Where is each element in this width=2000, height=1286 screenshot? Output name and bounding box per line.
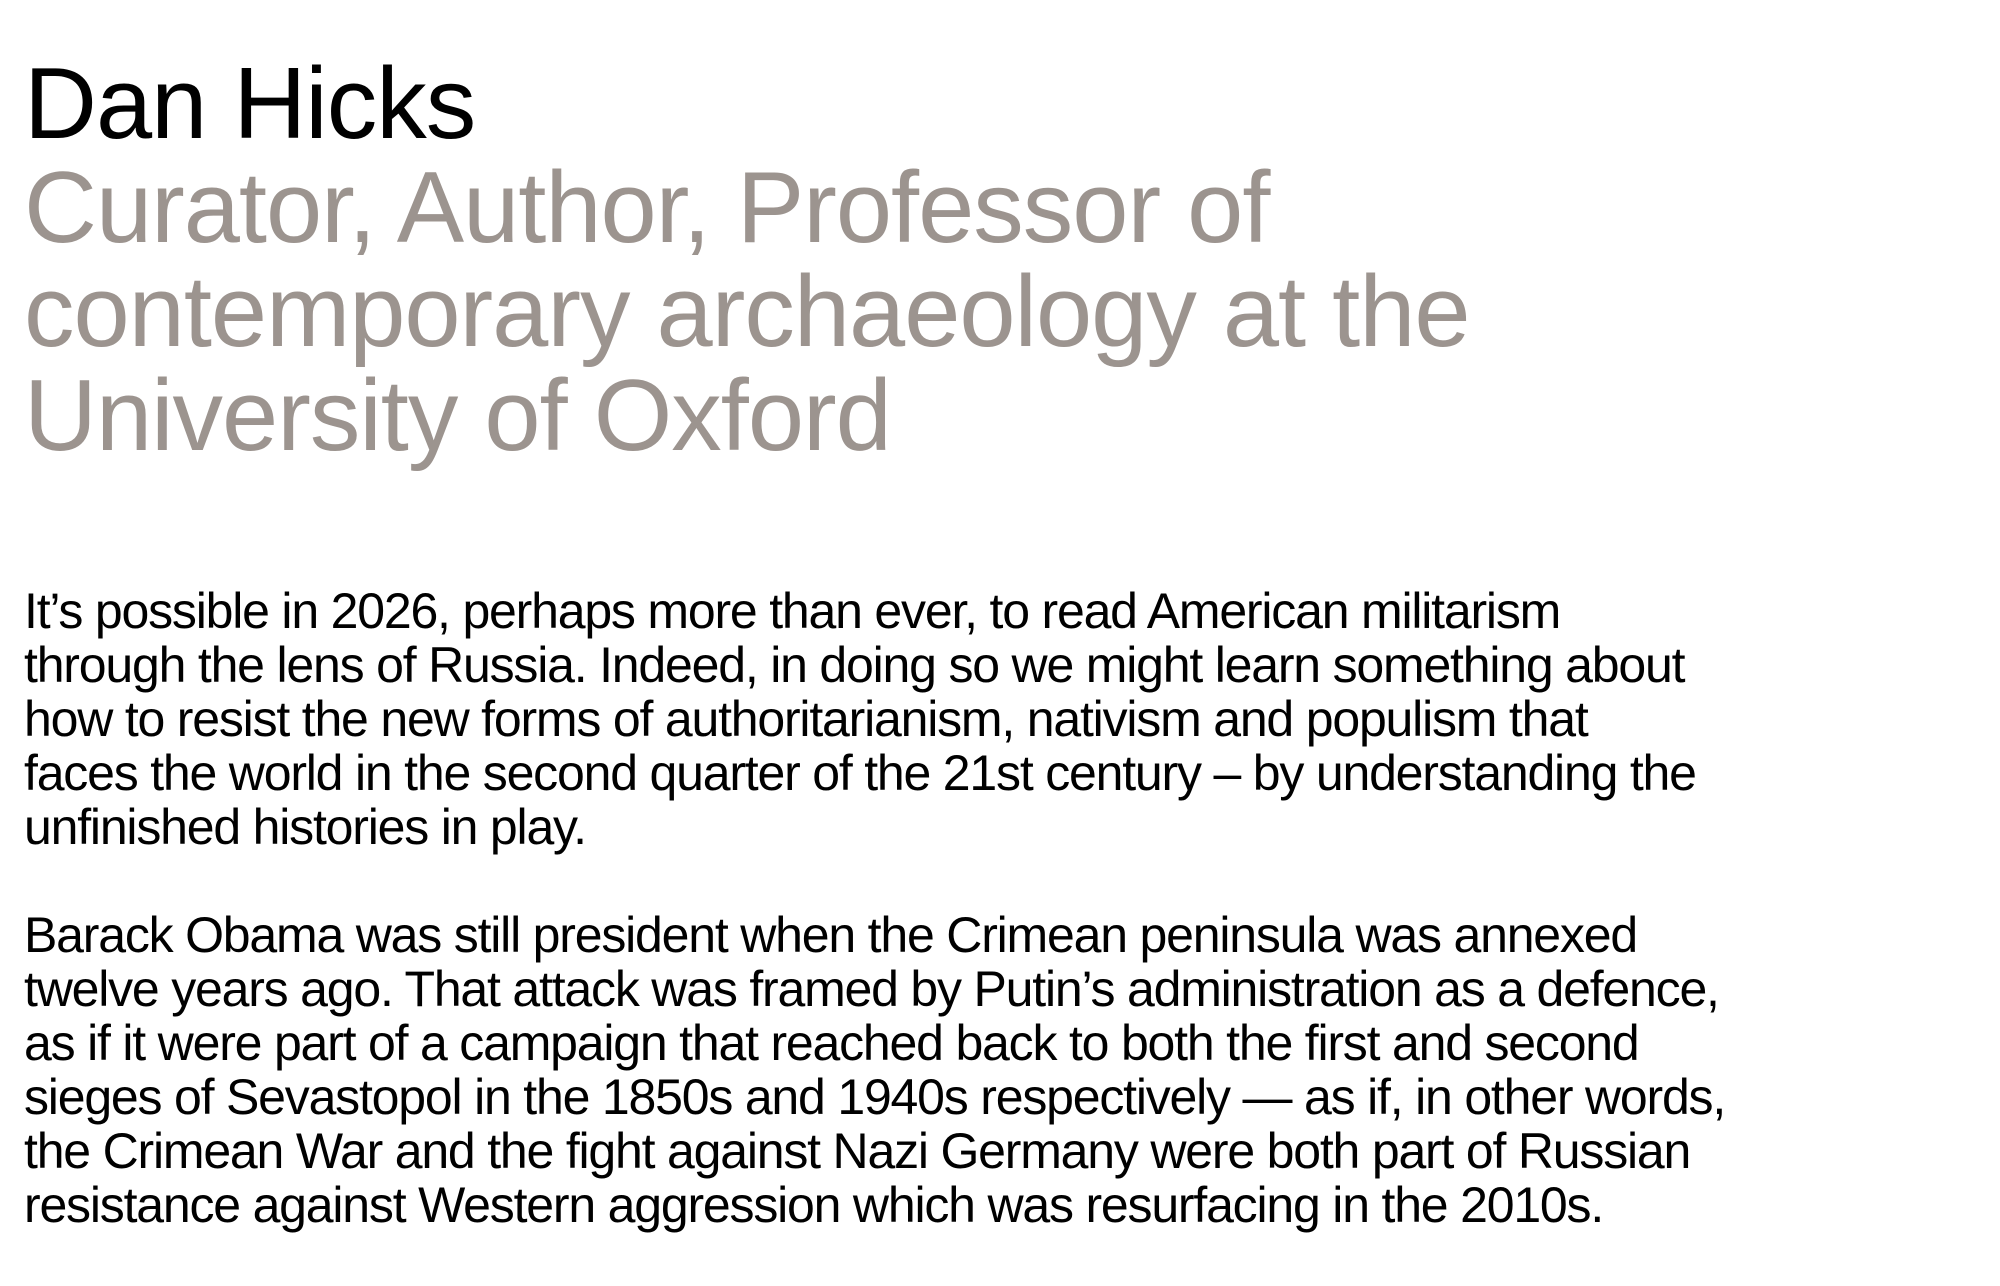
article-body: [24, 584, 1984, 1286]
author-role-line: University of Oxford: [24, 360, 891, 472]
paragraph-line: sieges of Sevastopol in the 1850s and 1940s respectively — as if, in other words,: [24, 1069, 1726, 1125]
page: [24, 48, 1984, 1233]
paragraph-line: unfinished histories in play.: [24, 799, 586, 855]
paragraph-line: Barack Obama was still president when the Crimean peninsula was annexed: [24, 907, 1637, 963]
paragraph-line: It’s possible in 2026, perhaps more than ever, to read American militarism: [24, 583, 1561, 639]
paragraph-line: as if it were part of a campaign that reached back to both the first and second: [24, 1015, 1639, 1071]
paragraph-line: resistance against Western aggression which was resurfacing in the 2010s.: [24, 1177, 1604, 1233]
article-paragraph: [24, 584, 1984, 854]
paragraph-line: how to resist the new forms of authoritarianism, nativism and populism that: [24, 691, 1588, 747]
article-paragraph: [24, 908, 1984, 1232]
paragraph-line: through the lens of Russia. Indeed, in doing so we might learn something about: [24, 637, 1685, 693]
author-role: [24, 152, 1984, 472]
author-name: Dan Hicks: [24, 48, 476, 160]
author-role-line: contemporary archaeology at the: [24, 256, 1470, 368]
paragraph-line: faces the world in the second quarter of the 21st century – by understanding the: [24, 745, 1696, 801]
author-role-line: Curator, Author, Professor of: [24, 152, 1270, 264]
paragraph-line: twelve years ago. That attack was framed by Putin’s administration as a defence,: [24, 961, 1719, 1017]
paragraph-line: the Crimean War and the fight against Nazi Germany were both part of Russian: [24, 1123, 1691, 1179]
